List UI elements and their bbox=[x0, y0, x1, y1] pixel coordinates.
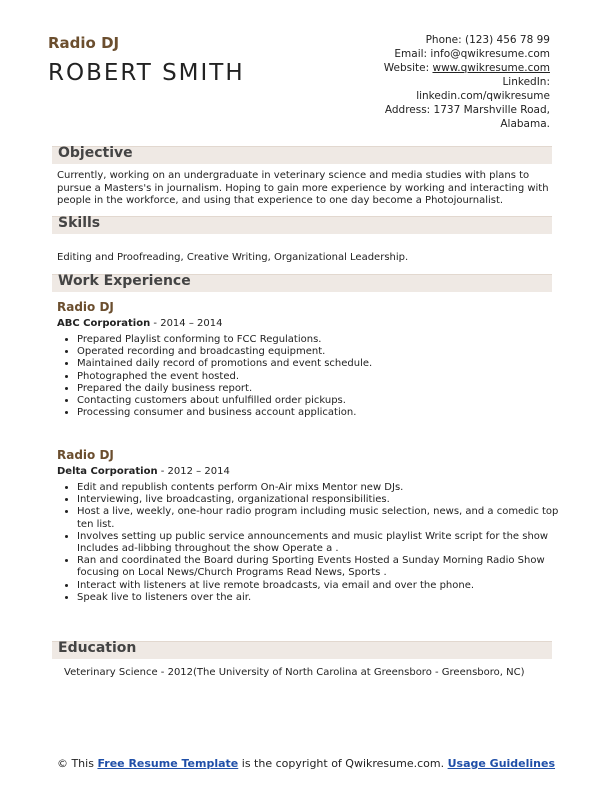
contact-linkedin-label: LinkedIn: bbox=[502, 76, 550, 88]
contact-address-line1: Address: 1737 Marshville Road, bbox=[384, 104, 550, 116]
education-text: Veterinary Science - 2012(The University of North Carolina at Greensboro - Greensboro, NC) bbox=[64, 667, 525, 678]
objective-text: Currently, working on an undergraduate in veterinary science and media studies with plans to pursue a Masters's in journalism. Hoping to gain more experience by working and interacting with people in the workforce, and using that experience to one day become a Photojournalist. bbox=[57, 170, 549, 206]
contact-linkedin-value: linkedin.com/qwikresume bbox=[416, 90, 550, 102]
job-title: Radio DJ bbox=[57, 448, 114, 462]
contact-website-label: Website: bbox=[383, 62, 430, 74]
list-item: • Edit and republish contents perform On-Air mixs Mentor new DJs. bbox=[77, 482, 577, 494]
free-resume-template-link[interactable]: Free Resume Template bbox=[97, 757, 239, 770]
list-item: • Prepared the daily business report. bbox=[77, 383, 577, 395]
list-item: • Photographed the event hosted. bbox=[77, 371, 577, 383]
job-dates: - 2014 – 2014 bbox=[150, 318, 223, 329]
job-company: Delta Corporation bbox=[57, 466, 158, 477]
contact-website-link[interactable]: www.qwikresume.com bbox=[432, 62, 550, 74]
list-item: • Interviewing, live broadcasting, organizational responsibilities. bbox=[77, 494, 577, 506]
list-item: • Maintained daily record of promotions and event schedule. bbox=[77, 358, 577, 370]
contact-block bbox=[290, 33, 550, 131]
footer-prefix: © This bbox=[56, 757, 98, 770]
list-item: • Interact with listeners at live remote broadcasts, via email and over the phone. bbox=[77, 580, 577, 592]
job-company-line bbox=[57, 318, 222, 329]
job-title: Radio DJ bbox=[57, 300, 114, 314]
list-item: • Involves setting up public service announcements and music playlist Write script for the show Includes ad-libbing throughout the show Operate a . bbox=[77, 531, 577, 555]
objective-heading: Objective bbox=[58, 145, 133, 161]
header-job-title: Radio DJ bbox=[48, 34, 120, 52]
list-item: • Operated recording and broadcasting equipment. bbox=[77, 346, 577, 358]
job-company-line bbox=[57, 466, 230, 477]
job-bullets bbox=[57, 334, 577, 419]
footer-middle: is the copyright of Qwikresume.com. bbox=[238, 757, 448, 770]
list-item: • Contacting customers about unfulfilled order pickups. bbox=[77, 395, 577, 407]
list-item: • Prepared Playlist conforming to FCC Regulations. bbox=[77, 334, 577, 346]
usage-guidelines-link[interactable]: Usage Guidelines bbox=[447, 757, 556, 770]
contact-email: Email: info@qwikresume.com bbox=[394, 48, 550, 60]
job-dates: - 2012 – 2014 bbox=[157, 466, 230, 477]
footer bbox=[0, 757, 612, 770]
list-item: • Host a live, weekly, one-hour radio program including music selection, news, and a comedic top ten list. bbox=[77, 506, 577, 530]
list-item: • Processing consumer and business account application. bbox=[77, 407, 577, 419]
contact-address-line2: Alabama. bbox=[500, 118, 550, 130]
contact-website bbox=[290, 61, 550, 75]
skills-heading: Skills bbox=[58, 215, 101, 231]
work-heading: Work Experience bbox=[58, 273, 191, 289]
candidate-name: ROBERT SMITH bbox=[48, 60, 245, 86]
job-bullets bbox=[57, 482, 577, 604]
list-item: • Speak live to listeners over the air. bbox=[77, 592, 577, 604]
contact-phone: Phone: (123) 456 78 99 bbox=[425, 34, 550, 46]
education-heading: Education bbox=[58, 640, 137, 656]
job-company: ABC Corporation bbox=[57, 318, 151, 329]
skills-text: Editing and Proofreading, Creative Writing, Organizational Leadership. bbox=[57, 252, 409, 263]
list-item: • Ran and coordinated the Board during Sporting Events Hosted a Sunday Morning Radio Show focusing on Local News/Church Programs Read News, Sports . bbox=[77, 555, 577, 579]
skills-section-bar bbox=[52, 216, 552, 234]
